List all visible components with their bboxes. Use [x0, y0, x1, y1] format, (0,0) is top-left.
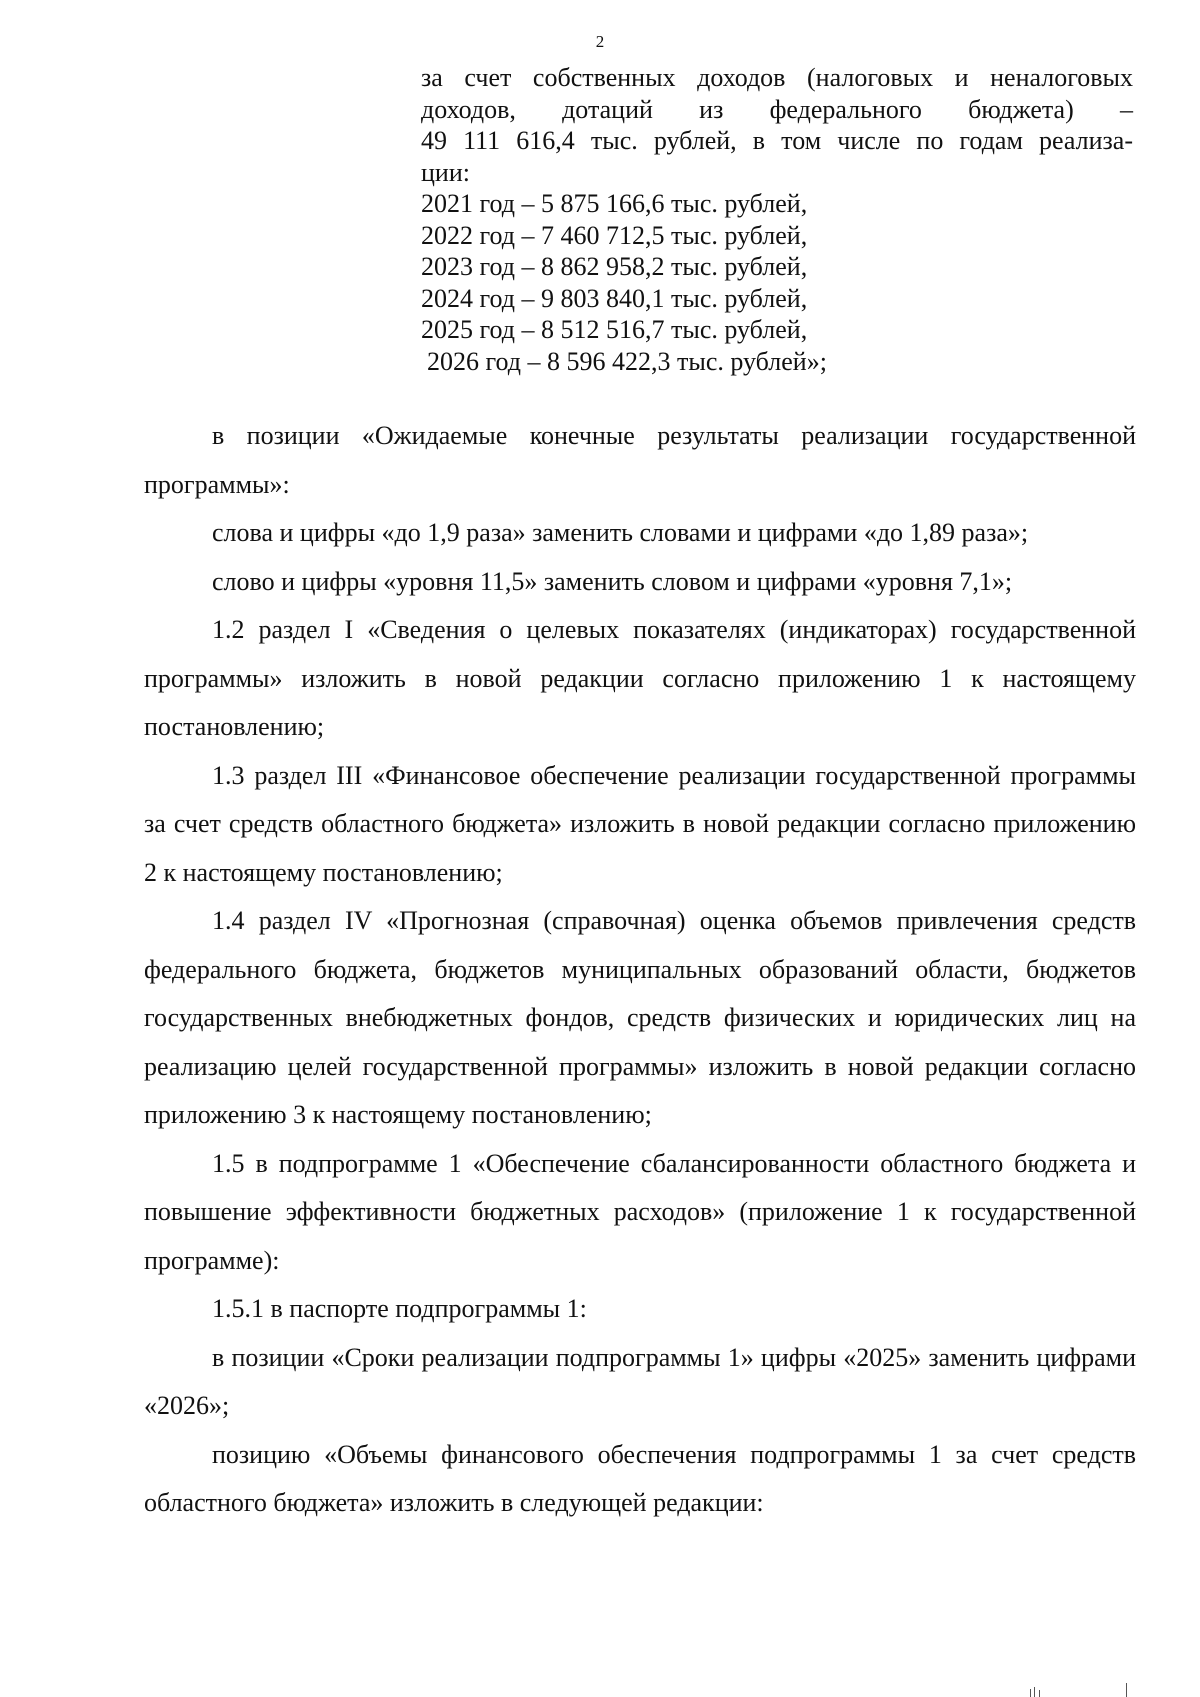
paragraph-section-1-4: 1.4 раздел IV «Прогнозная (справочная) оценка объемов привлечения средств федерального бюджета, бюджетов муниципальных образований области, бюджетов государственных внебюджетных фондов, средств физических и юридических лиц на реализацию целей государственной программы» изложить в новой редакции согласно приложению 3 к настоящему постановлению;	[144, 906, 1136, 1129]
page-number: 2	[595, 32, 605, 51]
paragraph-section-1-3: 1.3 раздел III «Финансовое обеспечение реализации государственной программы за счет средств областного бюджета» изложить в новой редакции согласно приложению 2 к настоящему постановлению;	[144, 760, 1136, 887]
scan-artifact-marks	[1030, 1683, 1140, 1697]
funding-line: за счет собственных доходов (налоговых и неналоговых	[421, 63, 1133, 92]
funding-year-line: 2024 год – 9 803 840,1 тыс. рублей,	[421, 283, 808, 313]
funding-line: ции:	[421, 157, 470, 187]
paragraph-section-1-2: 1.2 раздел I «Сведения о целевых показателях (индикаторах) государственной программы» изложить в новой редакции согласно приложению 1 к настоящему постановлению;	[144, 615, 1136, 741]
document-body	[144, 412, 1136, 1528]
paragraph-expected-results: в позиции «Ожидаемые конечные результаты реализации государственной программы»:	[144, 421, 1136, 499]
funding-year-line: 2021 год – 5 875 166,6 тыс. рублей,	[421, 189, 808, 218]
paragraph-section-1-5: 1.5 в подпрограмме 1 «Обеспечение сбалансированности областного бюджета и повышение эффективности бюджетных расходов» (приложение 1 к государственной программе):	[144, 1148, 1136, 1275]
paragraph-replace-ratio: слова и цифры «до 1,9 раза» заменить словами и цифрами «до 1,89 раза»;	[212, 518, 1029, 547]
paragraph-financing-volumes: позицию «Объемы финансового обеспечения подпрограммы 1 за счет средств областного бюджета» изложить в следующей редакции:	[144, 1439, 1136, 1517]
funding-year-line: 2022 год – 7 460 712,5 тыс. рублей,	[421, 220, 808, 250]
paragraph-terms: в позиции «Сроки реализации подпрограммы 1» цифры «2025» заменить цифрами «2026»;	[144, 1342, 1136, 1420]
funding-volume-block	[421, 62, 1133, 377]
paragraph-replace-level: слово и цифры «уровня 11,5» заменить словом и цифрами «уровня 7,1»;	[212, 566, 1013, 596]
funding-line: 49 111 616,4 тыс. рублей, в том числе по годам реализа-	[421, 126, 1133, 155]
paragraph-section-1-5-1: 1.5.1 в паспорте подпрограммы 1:	[212, 1294, 587, 1323]
funding-year-line: 2026 год – 8 596 422,3 тыс. рублей»;	[427, 346, 827, 376]
funding-line: доходов, дотаций из федерального бюджета) –	[421, 94, 1133, 124]
funding-year-line: 2023 год – 8 862 958,2 тыс. рублей,	[421, 252, 808, 281]
funding-year-line: 2025 год – 8 512 516,7 тыс. рублей,	[421, 315, 808, 344]
